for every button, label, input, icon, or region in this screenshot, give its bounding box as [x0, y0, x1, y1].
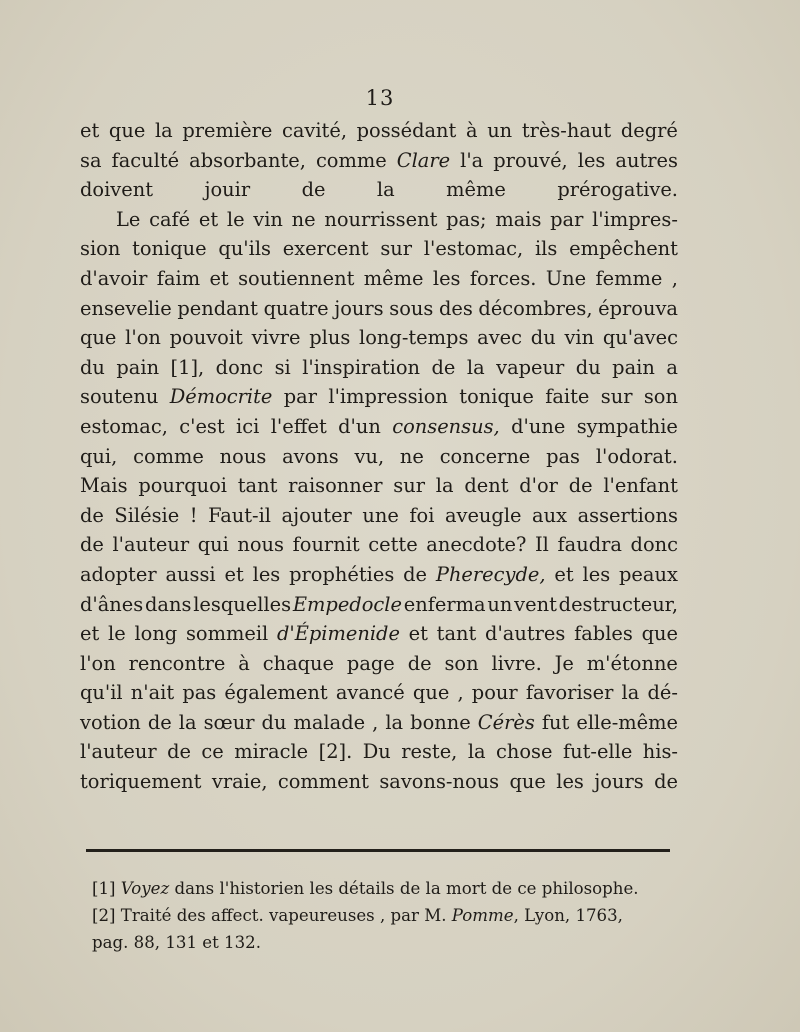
word: Empedocle: [292, 592, 402, 616]
word: du: [575, 355, 601, 379]
word: l'effet: [270, 414, 327, 438]
word: vraie,: [211, 770, 268, 794]
word: soutenu: [80, 385, 159, 409]
word: si: [274, 355, 291, 379]
word: son: [444, 651, 479, 675]
word: lesquelles: [193, 592, 292, 616]
word: Pherecyde,: [435, 562, 546, 586]
word: de: [568, 474, 593, 498]
word: nous: [237, 533, 284, 557]
word: tonique: [132, 237, 207, 261]
word: his-: [642, 740, 678, 764]
word: long: [134, 622, 178, 646]
word: l'enfant: [603, 474, 678, 498]
word: empêchent: [569, 237, 678, 261]
word: jours: [594, 770, 644, 794]
text-line: [80, 146, 678, 176]
word: dans: [145, 592, 192, 616]
word: sympathie: [576, 414, 678, 438]
word: à: [465, 119, 478, 142]
word: Il: [535, 533, 549, 557]
word: jouir: [204, 178, 251, 202]
word: Clare: [396, 148, 451, 172]
word: l'a: [460, 148, 484, 172]
word: donc: [630, 533, 678, 557]
word: et: [198, 207, 219, 231]
word: les: [577, 148, 606, 172]
word: son: [643, 385, 678, 409]
word: ne: [399, 444, 424, 468]
word: première: [182, 119, 273, 142]
word: les: [582, 562, 611, 586]
word: sous: [389, 296, 434, 320]
word: et: [80, 119, 100, 142]
word: qu'ils: [218, 237, 271, 261]
word: autres: [615, 148, 678, 172]
word: prouvé,: [493, 148, 568, 172]
word: aveugle: [444, 503, 522, 527]
word: également: [224, 681, 328, 705]
word: même: [446, 178, 506, 202]
footnote-2-continuation-text: pag. 88, 131 et 132.: [92, 933, 262, 952]
word: Le: [116, 207, 141, 231]
word: quatre: [263, 296, 329, 320]
word: que: [412, 681, 450, 705]
word: doivent: [80, 178, 153, 202]
text-line: [80, 649, 678, 679]
word: absorbante,: [189, 148, 306, 172]
word: rencontre: [128, 651, 226, 675]
text-line: [80, 708, 678, 738]
word: pain: [116, 355, 160, 379]
word: la: [467, 740, 486, 764]
footnote-1-marker: [1]: [92, 879, 116, 898]
word: sur: [600, 385, 633, 409]
footnote-1-italic: Voyez: [120, 879, 170, 898]
word: Silésie: [114, 503, 180, 527]
text-line: [80, 116, 678, 146]
word: sion: [80, 237, 121, 261]
word: les: [252, 562, 281, 586]
word: les: [556, 770, 584, 794]
text-line: [80, 353, 678, 383]
word: prérogative.: [557, 178, 678, 202]
word: femme: [595, 266, 663, 290]
word: la: [466, 355, 485, 379]
word: cette: [368, 533, 418, 557]
text-line: [80, 560, 678, 590]
word: de: [431, 355, 456, 379]
word: que: [509, 770, 546, 794]
word: [1],: [170, 355, 205, 379]
word: favoriser: [525, 681, 614, 705]
word: de: [147, 710, 172, 734]
text-line: [80, 205, 678, 235]
word: vivre: [251, 326, 301, 350]
word: anecdote?: [426, 533, 527, 557]
word: faim: [156, 266, 201, 290]
word: de: [301, 178, 326, 202]
word: vin: [253, 207, 283, 231]
word: raisonner: [288, 474, 383, 498]
text-line: [80, 590, 678, 620]
text-line: [80, 767, 678, 797]
word: assertions: [577, 503, 678, 527]
word: de: [403, 562, 428, 586]
word: donc: [215, 355, 264, 379]
word: consensus,: [392, 414, 500, 438]
word: page: [346, 651, 395, 675]
word: la: [376, 178, 395, 202]
word: sommeil: [185, 622, 269, 646]
word: reste,: [401, 740, 458, 764]
word: Je: [554, 651, 574, 675]
word: cavité,: [281, 119, 347, 142]
word: les: [432, 266, 461, 290]
word: la: [385, 710, 404, 734]
word: votion: [80, 710, 141, 734]
word: fournit: [292, 533, 360, 557]
word: ajouter: [281, 503, 352, 527]
word: avons: [282, 444, 339, 468]
word: la: [178, 710, 197, 734]
word: l'inspiration: [302, 355, 421, 379]
text-line: [80, 737, 678, 767]
page-number: 13: [365, 86, 395, 110]
word: nourrissent: [324, 207, 438, 231]
word: ensevelie: [80, 296, 172, 320]
word: pas;: [446, 207, 487, 231]
word: pouvoit: [169, 326, 243, 350]
word: l'estomac,: [423, 237, 524, 261]
word: dent: [464, 474, 509, 498]
word: chaque: [262, 651, 335, 675]
word: tonique: [459, 385, 534, 409]
text-line: [80, 501, 678, 531]
text-line: [80, 264, 678, 294]
word: foi: [409, 503, 435, 527]
word: toriquement: [80, 770, 202, 794]
word: faculté: [111, 148, 180, 172]
text-line: [80, 619, 678, 649]
word: Du: [362, 740, 391, 764]
word: livre.: [491, 651, 542, 675]
word: un: [487, 119, 513, 142]
word: mais: [495, 207, 542, 231]
word: miracle: [234, 740, 309, 764]
word: pendant: [177, 296, 258, 320]
word: l'auteur: [80, 740, 157, 764]
word: l'impression: [328, 385, 448, 409]
word: plus: [309, 326, 351, 350]
word: elle-même: [576, 710, 678, 734]
text-line: [80, 294, 678, 324]
word: et: [80, 622, 100, 646]
word: Démocrite: [169, 385, 273, 409]
word: pas: [182, 681, 217, 705]
word: m'étonne: [586, 651, 678, 675]
word: une: [362, 503, 399, 527]
word: pour: [471, 681, 518, 705]
word: qui: [197, 533, 229, 557]
word: adopter: [80, 562, 157, 586]
word: sur: [393, 474, 426, 498]
word: d'Épimenide: [276, 622, 400, 646]
word: avec: [477, 326, 523, 350]
footnote-2: [92, 902, 684, 929]
word: peaux: [619, 562, 678, 586]
word: aussi: [165, 562, 216, 586]
text-line: [80, 471, 678, 501]
word: sa: [80, 148, 102, 172]
word: et: [554, 562, 574, 586]
word: tant: [436, 622, 477, 646]
word: qui,: [80, 444, 118, 468]
word: de: [654, 770, 678, 794]
word: comme: [315, 148, 387, 172]
word: concerne: [439, 444, 531, 468]
word: très-haut: [521, 119, 612, 142]
word: sœur: [203, 710, 255, 734]
word: de: [80, 533, 104, 557]
footnote-2-text: Traité des affect. vapeureuses , par M.: [115, 906, 452, 925]
word: prophéties: [289, 562, 395, 586]
word: l'on: [80, 651, 116, 675]
word: avancé: [335, 681, 405, 705]
word: long-temps: [359, 326, 469, 350]
word: ce: [201, 740, 224, 764]
text-line: [80, 382, 678, 412]
word: !: [189, 503, 198, 527]
word: un: [487, 592, 513, 616]
word: d'ânes: [80, 592, 144, 616]
word: ,: [457, 681, 464, 705]
word: que: [108, 119, 146, 142]
footnote-2-marker: [2]: [92, 906, 116, 925]
word: du: [530, 326, 556, 350]
word: possédant: [356, 119, 457, 142]
word: Cérès: [477, 710, 535, 734]
footnote-divider: [86, 849, 670, 852]
text-line: [80, 442, 678, 472]
word: sur: [380, 237, 413, 261]
word: enferma: [403, 592, 486, 616]
word: d'un: [338, 414, 381, 438]
word: de: [167, 740, 191, 764]
word: faite: [545, 385, 590, 409]
word: d'or: [519, 474, 558, 498]
word: jours: [334, 296, 384, 320]
text-line: [80, 530, 678, 560]
text-line: [80, 412, 678, 442]
word: ,: [671, 266, 678, 290]
word: pain: [612, 355, 655, 379]
word: le: [226, 207, 245, 231]
word: Mais: [80, 474, 128, 498]
word: vent: [514, 592, 557, 616]
word: de: [407, 651, 432, 675]
word: ,: [372, 710, 379, 734]
word: nous: [219, 444, 267, 468]
word: décombres,: [478, 296, 593, 320]
footnote-2-continuation: [92, 929, 684, 956]
word: et: [224, 562, 244, 586]
word: que: [80, 326, 117, 350]
word: l'odorat.: [595, 444, 678, 468]
footnote-1: [92, 875, 684, 902]
text-line: [80, 678, 678, 708]
word: ne: [291, 207, 316, 231]
word: c'est: [179, 414, 225, 438]
footnote-1-text: dans l'historien les détails de la mort de ce philosophe.: [169, 879, 639, 898]
word: des: [438, 296, 473, 320]
word: du: [261, 710, 287, 734]
word: n'ait: [130, 681, 175, 705]
word: bonne: [410, 710, 471, 734]
word: la: [154, 119, 173, 142]
word: d'autres: [485, 622, 566, 646]
footnote-2-after: , Lyon, 1763,: [513, 906, 623, 925]
word: degré: [620, 119, 678, 142]
word: [2].: [318, 740, 353, 764]
word: faudra: [557, 533, 622, 557]
footnotes: [92, 875, 684, 956]
word: tant: [237, 474, 278, 498]
word: fut-elle: [562, 740, 633, 764]
word: ici: [236, 414, 260, 438]
word: vu,: [354, 444, 385, 468]
word: pourquoi: [138, 474, 227, 498]
word: même: [363, 266, 424, 290]
word: exercent: [282, 237, 369, 261]
word: vin: [564, 326, 595, 350]
word: et: [209, 266, 229, 290]
word: comment: [277, 770, 369, 794]
body-text: [80, 116, 678, 797]
word: que: [641, 622, 678, 646]
word: par: [550, 207, 584, 231]
word: éprouva: [598, 296, 678, 320]
text-line: [80, 323, 678, 353]
word: par: [283, 385, 318, 409]
word: d'une: [511, 414, 566, 438]
word: l'impres-: [592, 207, 678, 231]
footnote-2-italic: Pomme: [451, 906, 514, 925]
word: ils: [534, 237, 558, 261]
word: aux: [532, 503, 568, 527]
word: pas: [546, 444, 581, 468]
word: l'auteur: [112, 533, 190, 557]
word: vapeur: [496, 355, 565, 379]
word: savons-nous: [379, 770, 500, 794]
word: d'avoir: [80, 266, 148, 290]
word: Une: [545, 266, 587, 290]
word: qu'il: [80, 681, 123, 705]
word: chose: [496, 740, 553, 764]
text-line: [80, 175, 678, 205]
word: fut: [541, 710, 570, 734]
word: fables: [574, 622, 633, 646]
word: a: [666, 355, 678, 379]
word: estomac,: [80, 414, 168, 438]
word: l'on: [125, 326, 161, 350]
word: malade: [293, 710, 366, 734]
word: soutiennent: [238, 266, 355, 290]
word: du: [80, 355, 105, 379]
word: forces.: [469, 266, 537, 290]
word: café: [149, 207, 191, 231]
text-line: [80, 234, 678, 264]
word: de: [80, 503, 104, 527]
word: destructeur,: [558, 592, 678, 616]
word: dé-: [647, 681, 678, 705]
word: la: [435, 474, 454, 498]
word: Faut-il: [208, 503, 272, 527]
word: le: [108, 622, 126, 646]
word: comme: [133, 444, 204, 468]
word: et: [408, 622, 428, 646]
word: à: [238, 651, 250, 675]
word: la: [621, 681, 640, 705]
word: qu'avec: [602, 326, 678, 350]
